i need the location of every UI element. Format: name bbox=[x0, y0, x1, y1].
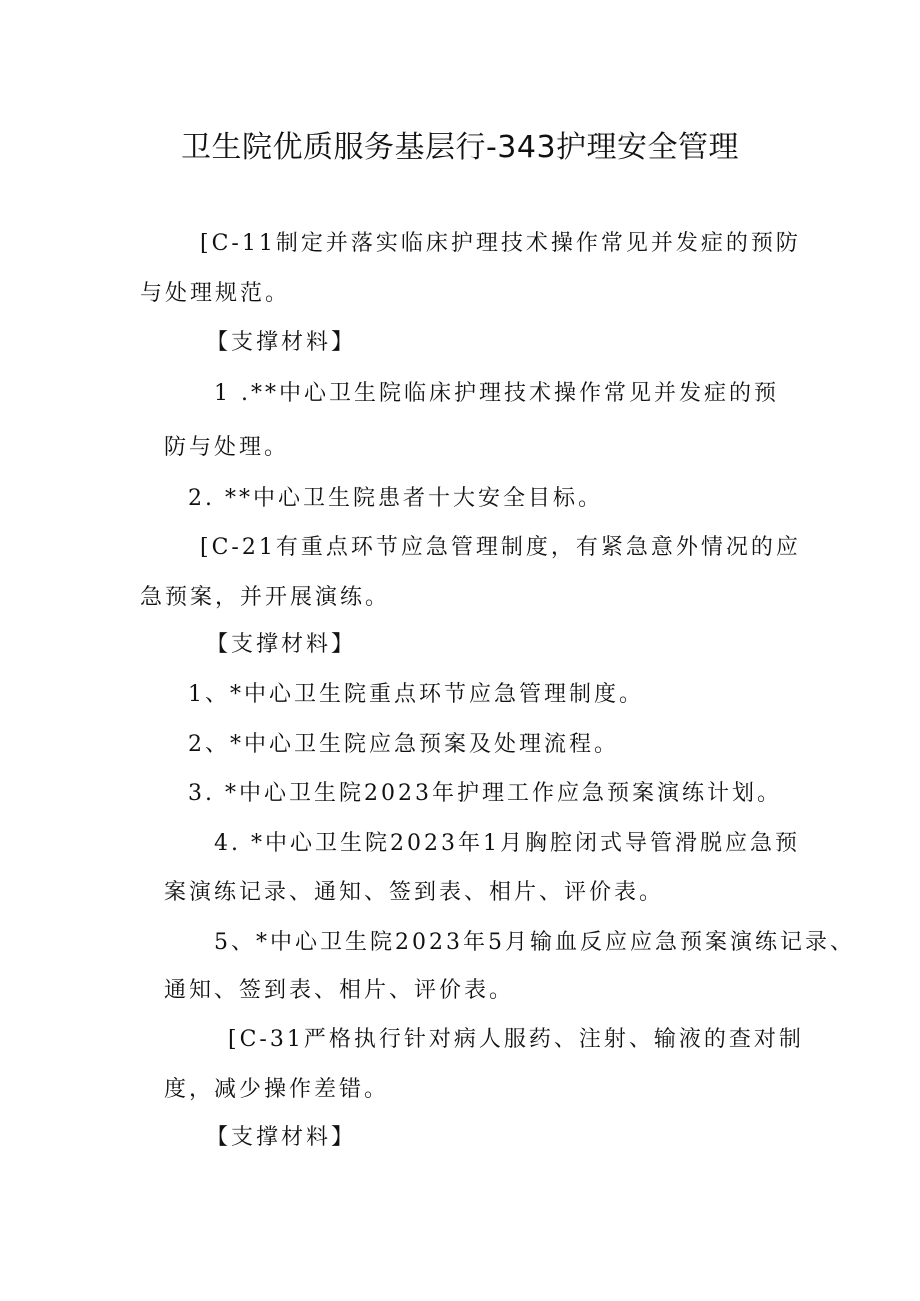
c2-material-5-line-2: 通知、签到表、相片、评价表。 bbox=[164, 978, 515, 1003]
support-materials-heading-2: 【支撑材料】 bbox=[206, 632, 357, 657]
c1-material-2: 2. **中心卫生院患者十大安全目标。 bbox=[188, 486, 603, 511]
section-c3-line-1: [C-31严格执行针对病人服药、注射、输液的查对制 bbox=[228, 1027, 804, 1052]
c1-material-1-line-1: 1 .**中心卫生院临床护理技术操作常见并发症的预 bbox=[214, 381, 779, 406]
support-materials-heading-3: 【支撑材料】 bbox=[206, 1125, 357, 1150]
section-c2-line-1: [C-21有重点环节应急管理制度，有紧急意外情况的应 bbox=[200, 535, 801, 560]
c2-material-4-line-2: 案演练记录、通知、签到表、相片、评价表。 bbox=[164, 880, 665, 905]
c2-material-1: 1、*中心卫生院重点环节应急管理制度。 bbox=[188, 682, 644, 707]
section-c2-line-2: 急预案，并开展演练。 bbox=[140, 585, 391, 610]
c2-material-4-line-1: 4. *中心卫生院2023年1月胸腔闭式导管滑脱应急预 bbox=[214, 831, 800, 856]
section-c1-line-2: 与处理规范。 bbox=[140, 281, 291, 306]
c2-material-5-line-1: 5、*中心卫生院2023年5月输血反应应急预案演练记录、 bbox=[214, 930, 855, 955]
c1-material-1-line-2: 防与处理。 bbox=[164, 435, 290, 460]
c2-material-2: 2、*中心卫生院应急预案及处理流程。 bbox=[188, 732, 619, 757]
document-title: 卫生院优质服务基层行-343护理安全管理 bbox=[180, 130, 740, 165]
support-materials-heading-1: 【支撑材料】 bbox=[206, 330, 357, 355]
section-c1-line-1: [C-11制定并落实临床护理技术操作常见并发症的预防 bbox=[200, 231, 801, 256]
c2-material-3: 3. *中心卫生院2023年护理工作应急预案演练计划。 bbox=[188, 781, 782, 806]
section-c3-line-2: 度，减少操作差错。 bbox=[164, 1077, 390, 1102]
